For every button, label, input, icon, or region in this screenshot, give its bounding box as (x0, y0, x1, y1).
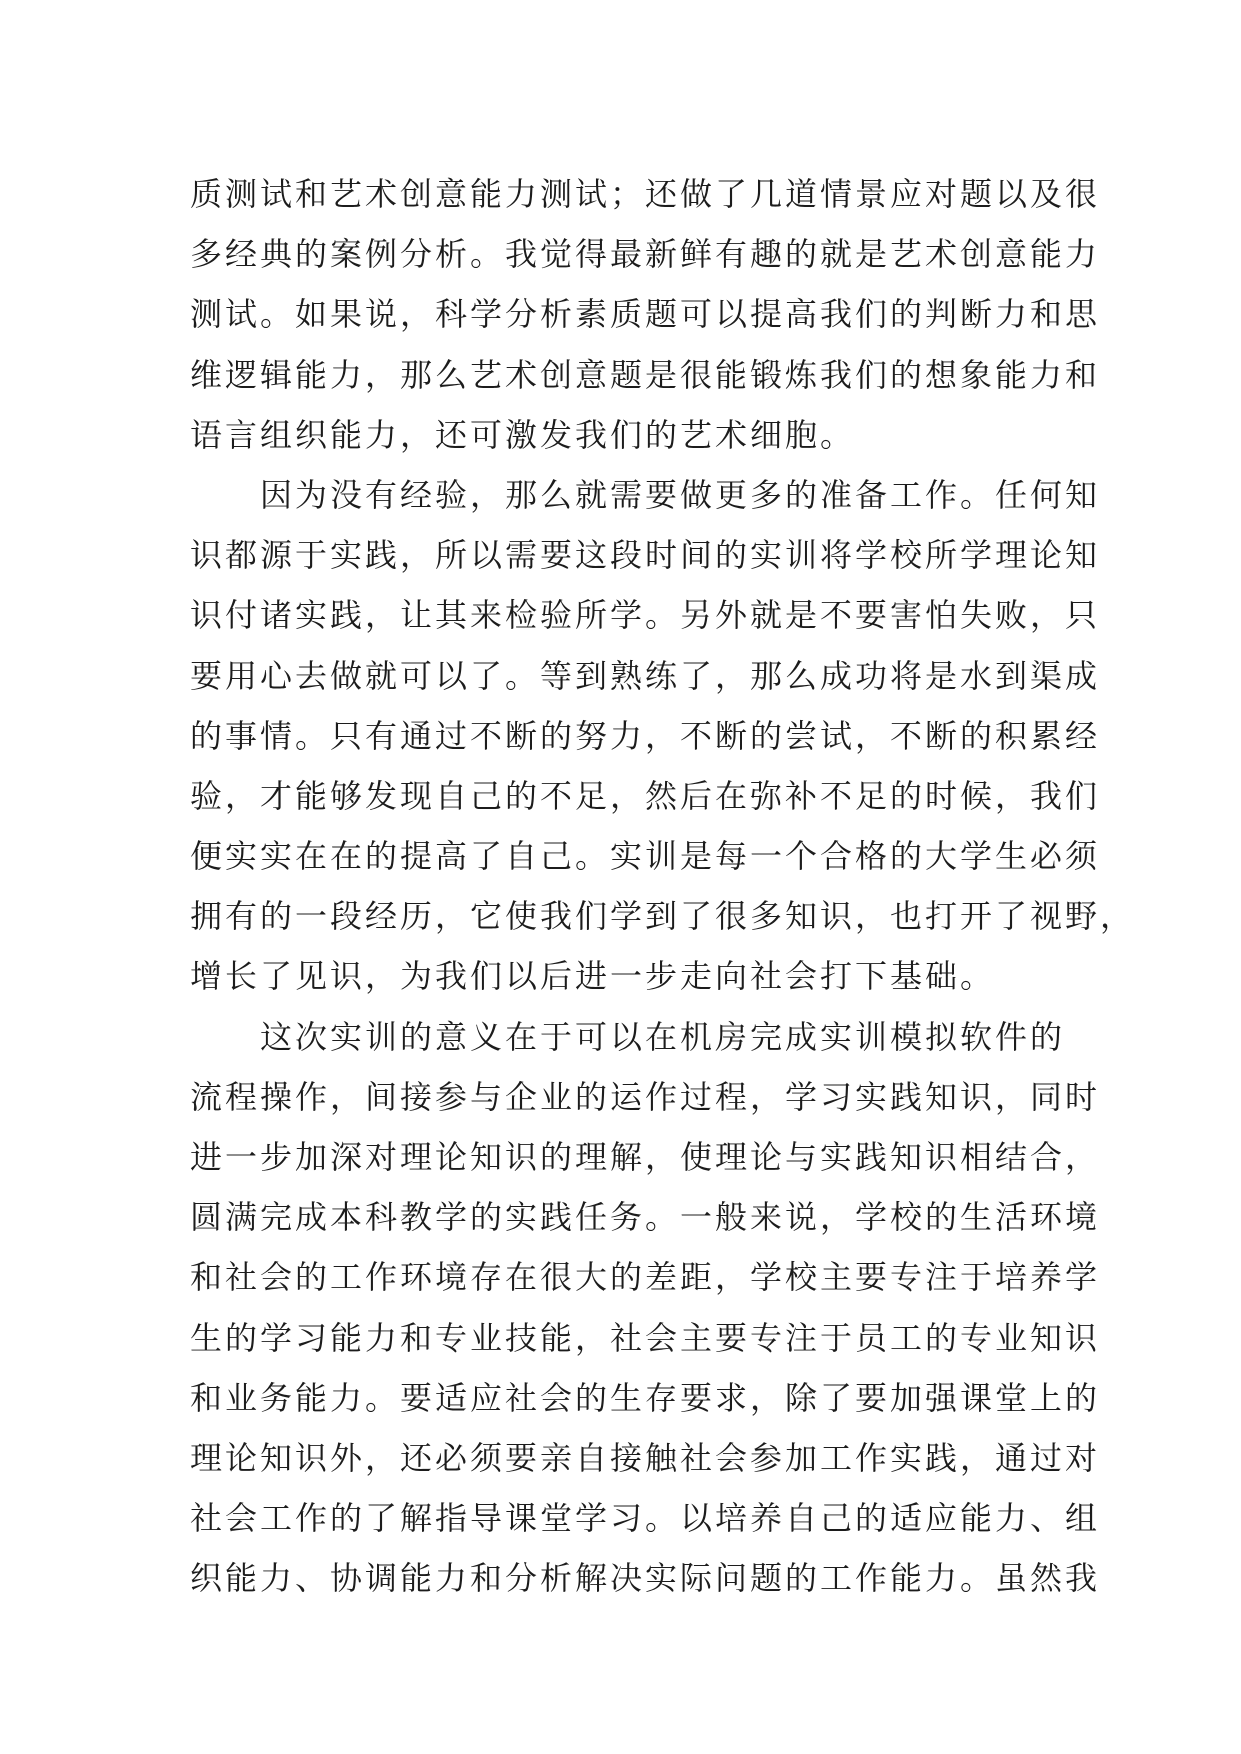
text-line: 社会工作的了解指导课堂学习。以培养自己的适应能力、组 (190, 1499, 1101, 1538)
text-line: 流程操作，间接参与企业的运作过程，学习实践知识，同时 (190, 1077, 1101, 1116)
text-line: 多经典的案例分析。我觉得最新鲜有趣的就是艺术创意能力 (190, 235, 1101, 274)
text-line: 增长了见识，为我们以后进一步走向社会打下基础。 (190, 957, 996, 996)
text-line: 理论知识外，还必须要亲自接触社会参加工作实践，通过对 (190, 1438, 1101, 1477)
text-line: 要用心去做就可以了。等到熟练了，那么成功将是水到渠成 (190, 656, 1101, 695)
paragraph-start-line: 因为没有经验，那么就需要做更多的准备工作。任何知 (260, 475, 1101, 514)
text-line: 测试。如果说，科学分析素质题可以提高我们的判断力和思 (190, 295, 1101, 334)
text-line: 验，才能够发现自己的不足，然后在弥补不足的时候，我们 (190, 776, 1101, 815)
text-line: 便实实在在的提高了自己。实训是每一个合格的大学生必须 (190, 837, 1101, 876)
document-body (190, 164, 1136, 1609)
text-line: 拥有的一段经历，它使我们学到了很多知识，也打开了视野， (190, 897, 1136, 936)
text-line: 圆满完成本科教学的实践任务。一般来说，学校的生活环境 (190, 1198, 1101, 1237)
text-line: 语言组织能力，还可激发我们的艺术细胞。 (190, 415, 856, 454)
text-line: 识都源于实践，所以需要这段时间的实训将学校所学理论知 (190, 536, 1101, 575)
paragraph-start-line: 这次实训的意义在于可以在机房完成实训模拟软件的 (260, 1017, 1066, 1056)
text-line: 和业务能力。要适应社会的生存要求，除了要加强课堂上的 (190, 1378, 1101, 1417)
text-line: 织能力、协调能力和分析解决实际问题的工作能力。虽然我 (190, 1559, 1101, 1598)
text-line: 维逻辑能力，那么艺术创意题是很能锻炼我们的想象能力和 (190, 355, 1101, 394)
text-line: 识付诸实践，让其来检验所学。另外就是不要害怕失败，只 (190, 596, 1101, 635)
text-line: 生的学习能力和专业技能，社会主要专注于员工的专业知识 (190, 1318, 1101, 1357)
text-line: 进一步加深对理论知识的理解，使理论与实践知识相结合， (190, 1138, 1101, 1176)
text-line: 和社会的工作环境存在很大的差距，学校主要专注于培养学 (190, 1258, 1101, 1297)
text-line: 的事情。只有通过不断的努力，不断的尝试，不断的积累经 (190, 716, 1101, 755)
text-line: 质测试和艺术创意能力测试；还做了几道情景应对题以及很 (190, 175, 1101, 213)
